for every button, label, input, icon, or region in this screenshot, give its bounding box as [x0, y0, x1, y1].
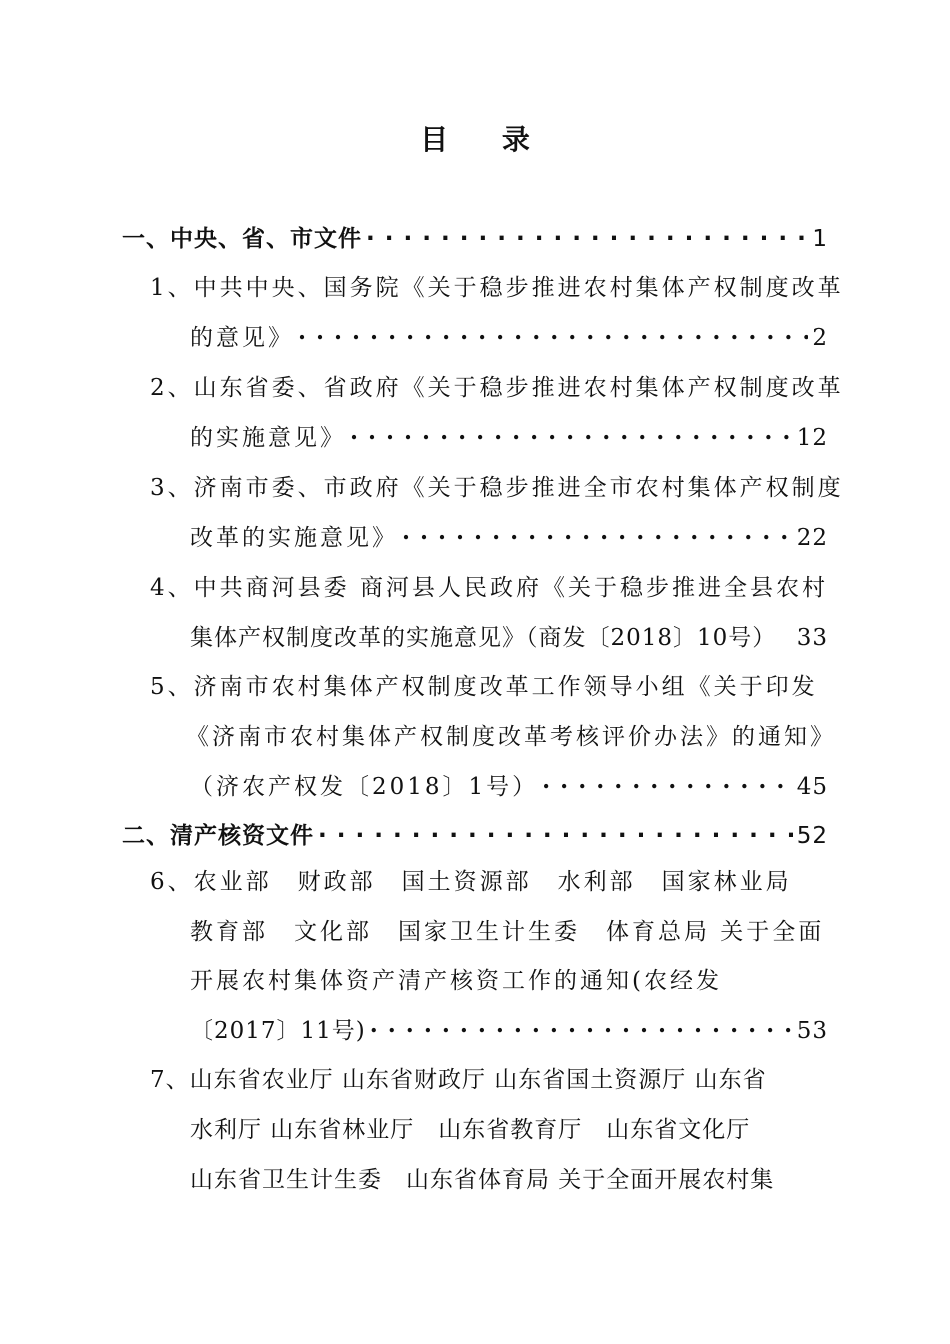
toc-item-2-line-2[interactable]	[190, 420, 828, 456]
toc-item-7-line-1[interactable]	[150, 1062, 767, 1098]
toc-leader-dots	[542, 763, 793, 799]
toc-leader-dots	[298, 314, 808, 350]
toc-item-text: （济农产权发〔2018〕1号）	[190, 774, 539, 800]
toc-section-1[interactable]	[122, 221, 828, 257]
toc-section-label: 二、清产核资文件	[122, 823, 314, 849]
toc-item-text: 5、济南市农村集体产权制度改革工作领导小组《关于印发	[150, 674, 818, 700]
toc-item-4-line-1[interactable]	[150, 570, 828, 606]
toc-section-2[interactable]	[122, 818, 828, 854]
page-title: 目 录	[420, 123, 552, 156]
toc-item-7-line-3[interactable]	[190, 1162, 774, 1198]
toc-item-4-line-2[interactable]	[190, 620, 828, 656]
toc-item-3-line-1[interactable]	[150, 470, 844, 506]
toc-leader-dots	[370, 1007, 793, 1043]
toc-item-text: 3、济南市委、市政府《关于稳步推进全市农村集体产权制度	[150, 475, 844, 501]
toc-item-text: 1、中共中央、国务院《关于稳步推进农村集体产权制度改革	[150, 275, 844, 301]
toc-item-1-line-1[interactable]	[150, 270, 844, 306]
toc-item-text: 山东省卫生计生委 山东省体育局 关于全面开展农村集	[190, 1167, 775, 1193]
toc-item-5-line-1[interactable]	[150, 669, 818, 705]
toc-item-text: 集体产权制度改革的实施意见》（商发〔2018〕10号）	[190, 625, 777, 651]
toc-item-text: 的实施意见》	[190, 425, 346, 451]
toc-section-label: 一、中央、省、市文件	[122, 226, 362, 252]
toc-item-text: 6、农业部 财政部 国土资源部 水利部 国家林业局	[150, 869, 792, 895]
toc-item-text: 教育部 文化部 国家卫生计生委 体育总局 关于全面	[190, 919, 825, 945]
toc-item-text: 的意见》	[190, 325, 294, 351]
toc-item-5-line-2[interactable]	[186, 719, 836, 755]
toc-item-6-line-3[interactable]	[190, 963, 722, 999]
toc-leader-dots	[318, 812, 793, 848]
toc-item-text: 4、中共商河县委 商河县人民政府《关于稳步推进全县农村	[150, 575, 828, 601]
toc-leader-dots	[366, 215, 808, 251]
toc-item-text: 改革的实施意见》	[190, 525, 398, 551]
toc-page-number: 52	[796, 823, 828, 849]
toc-item-7-line-2[interactable]	[190, 1112, 750, 1148]
toc-page-number: 2	[812, 325, 828, 351]
toc-item-text: 开展农村集体资产清产核资工作的通知(农经发	[190, 968, 722, 994]
toc-item-3-line-2[interactable]	[190, 520, 828, 556]
toc-page-number: 53	[796, 1018, 828, 1044]
toc-item-6-line-4[interactable]	[190, 1013, 828, 1049]
toc-item-text: 《济南市农村集体产权制度改革考核评价办法》的通知》	[186, 724, 836, 750]
toc-item-text: 7、山东省农业厅 山东省财政厅 山东省国土资源厅 山东省	[150, 1067, 767, 1093]
toc-item-5-line-3[interactable]	[190, 769, 828, 805]
toc-page-number: 22	[796, 525, 828, 551]
toc-item-2-line-1[interactable]	[150, 370, 844, 406]
toc-item-6-line-1[interactable]	[150, 864, 792, 900]
toc-item-text: 〔2017〕11号)	[190, 1018, 366, 1044]
toc-item-6-line-2[interactable]	[190, 914, 824, 950]
toc-item-1-line-2[interactable]	[190, 320, 828, 356]
toc-page-number: 33	[796, 625, 828, 651]
toc-item-text: 2、山东省委、省政府《关于稳步推进农村集体产权制度改革	[150, 375, 844, 401]
toc-leader-dots	[350, 414, 793, 450]
toc-leader-dots	[402, 514, 793, 550]
toc-page-number: 45	[796, 774, 828, 800]
toc-item-text: 水利厅 山东省林业厅 山东省教育厅 山东省文化厅	[190, 1117, 751, 1143]
toc-page-number: 1	[812, 226, 828, 252]
toc-page-number: 12	[796, 425, 828, 451]
